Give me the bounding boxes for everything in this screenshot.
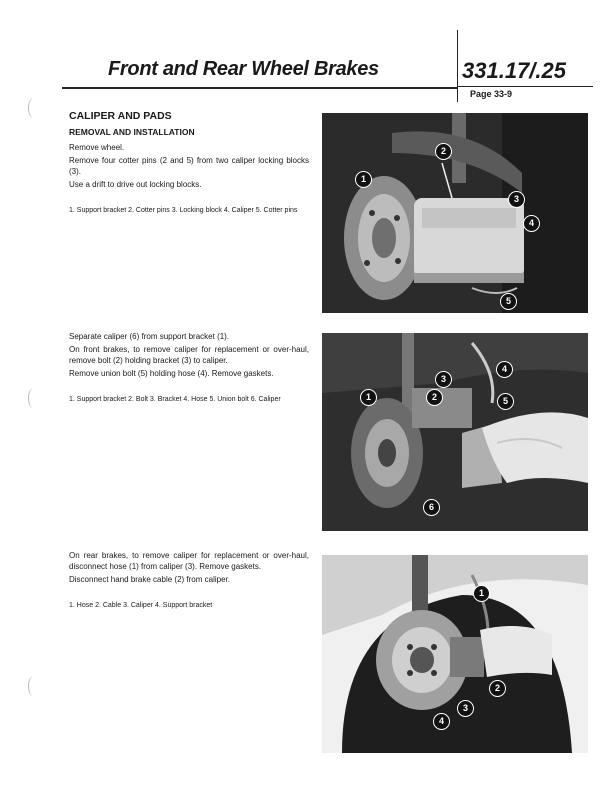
section-subheading: REMOVAL AND INSTALLATION (69, 127, 195, 137)
callout-5: 5 (497, 393, 514, 410)
binder-hole (28, 98, 39, 118)
callout-3: 3 (435, 371, 452, 388)
step2-para1: Separate caliper (6) from support bracket (1). (69, 332, 230, 341)
callout-1: 1 (473, 585, 490, 602)
callout-3: 3 (508, 191, 525, 208)
callout-2: 2 (435, 143, 452, 160)
step3-caption: 1. Hose 2. Cable 3. Caliper 4. Support bracket (69, 602, 213, 609)
photo-rear-brake-caliper (322, 555, 588, 753)
callout-5: 5 (500, 293, 517, 310)
step1-para1: Remove wheel. (69, 143, 125, 152)
callout-2: 2 (426, 389, 443, 406)
photo-2-illustration (322, 333, 588, 531)
callout-4: 4 (433, 713, 450, 730)
callout-4: 4 (496, 361, 513, 378)
photo-1-illustration (322, 113, 588, 313)
step3-para2: Disconnect hand brake cable (2) from caliper. (69, 575, 230, 584)
callout-1: 1 (360, 389, 377, 406)
photo-separating-caliper (322, 333, 588, 531)
step2-caption: 1. Support bracket 2. Bolt 3. Bracket 4. Hose 5. Union bolt 6. Caliper (69, 396, 281, 403)
step2-para3: Remove union bolt (5) holding hose (4). Remove gaskets. (69, 369, 274, 378)
callout-1: 1 (355, 171, 372, 188)
step1-para3: Use a drift to drive out locking blocks. (69, 180, 202, 189)
step2-para2: On front brakes, to remove caliper for replacement or over-haul, remove bolt (2) holding bracket (3) to caliper. (69, 345, 309, 365)
binder-hole (28, 388, 39, 408)
header-box-divider (457, 30, 458, 102)
page-number: Page 33-9 (470, 89, 513, 99)
header-rule (62, 87, 458, 89)
header-box-rule (457, 86, 593, 87)
binder-hole (28, 676, 39, 696)
photo-front-caliper-locking-blocks (322, 113, 588, 313)
callout-4: 4 (523, 215, 540, 232)
page-title: Front and Rear Wheel Brakes (108, 58, 379, 80)
callout-6: 6 (423, 499, 440, 516)
step1-para2: Remove four cotter pins (2 and 5) from two caliper locking blocks (3). (69, 156, 309, 176)
callout-3: 3 (457, 700, 474, 717)
callout-2: 2 (489, 680, 506, 697)
photo-3-illustration (322, 555, 588, 753)
section-number: 331.17/.25 (462, 58, 566, 83)
step1-caption: 1. Support bracket 2. Cotter pins 3. Locking block 4. Caliper 5. Cotter pins (69, 207, 298, 214)
step3-para1: On rear brakes, to remove caliper for replacement or over-haul, disconnect hose (1) from caliper (3). Remove gaskets. (69, 551, 309, 571)
section-heading: CALIPER AND PADS (69, 110, 172, 122)
